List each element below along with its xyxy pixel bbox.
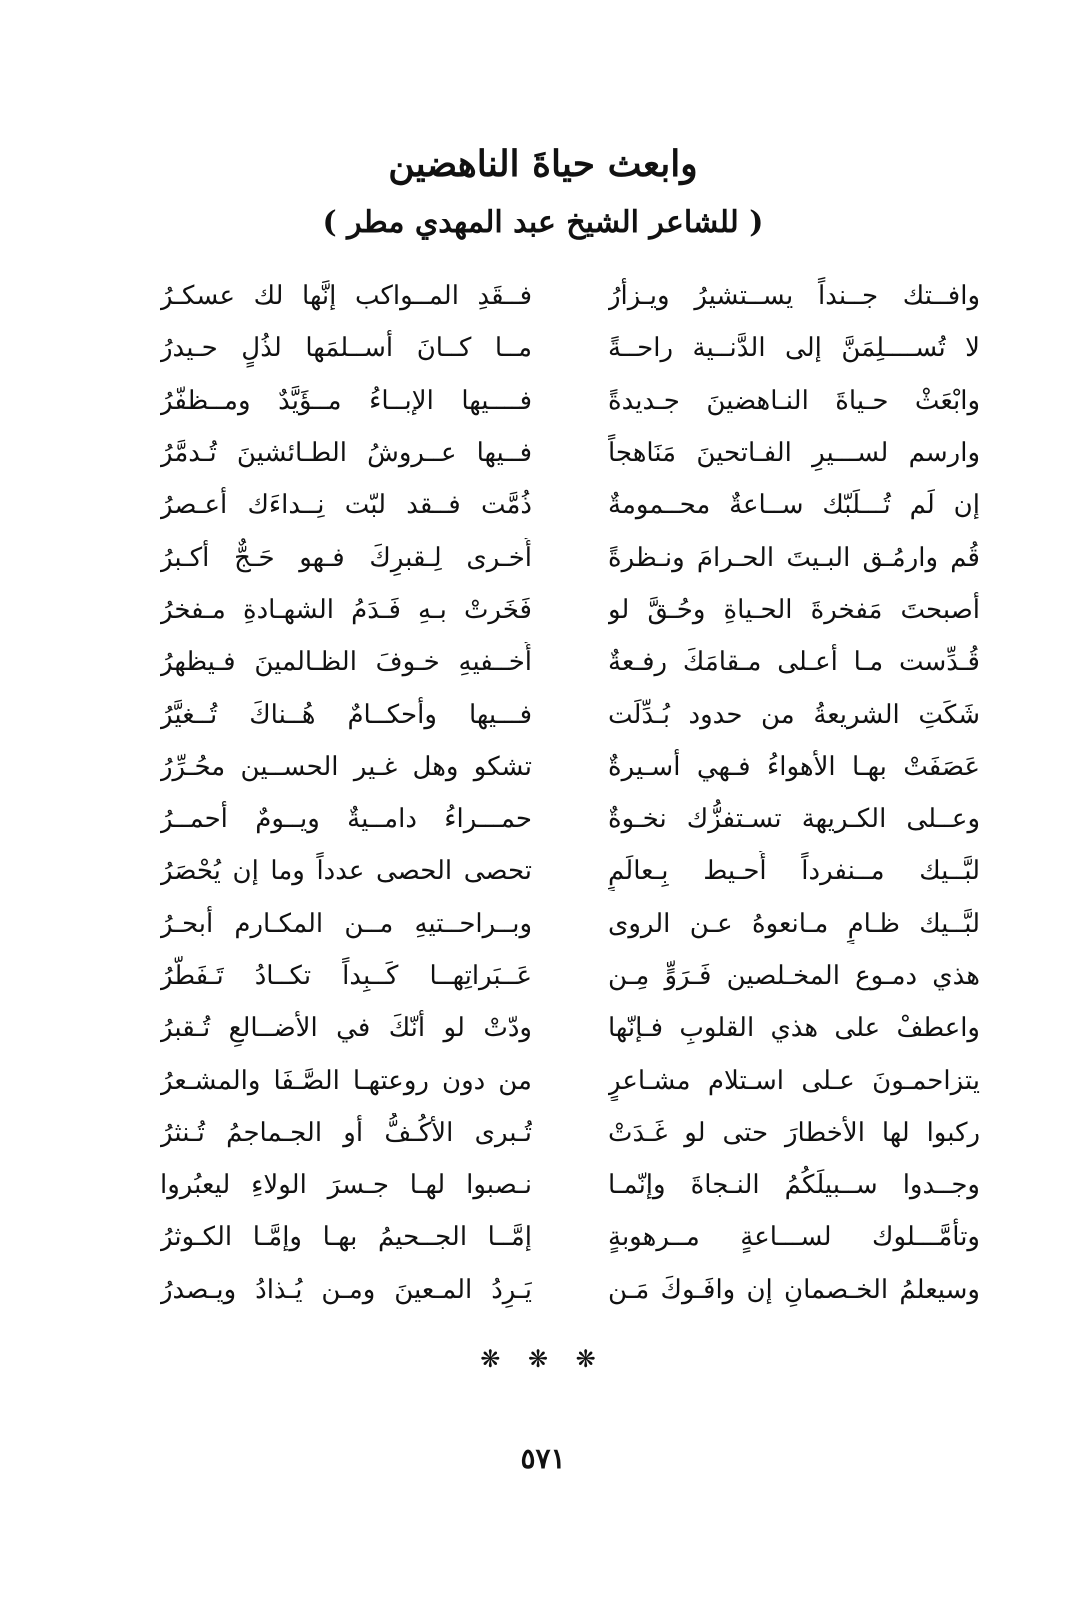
first-hemistich: وسيعلمُ الخـصمانِ إن وافَـوكَ مَـن xyxy=(608,1274,980,1305)
verse-line xyxy=(160,322,980,374)
second-hemistich: تحصى الحصى عدداً وما إن يُحْصَرُ xyxy=(160,856,532,887)
first-hemistich: أصبحتَ مَفخرةَ الحـياةِ وحُـقَّ لو xyxy=(608,594,980,625)
verse-line xyxy=(160,427,980,479)
first-hemistich: قُـدِّست مـا أعـلى مـقامَكَ رفـعةٌ xyxy=(608,647,980,678)
verse-line xyxy=(160,479,980,531)
first-hemistich: وارسم لســـيرِ الفـاتحينَ مَنَاهجاً xyxy=(608,438,980,469)
first-hemistich: قُم وارمُـق البـيتَ الحـرامَ ونـظرةً xyxy=(608,542,980,573)
first-hemistich: لبَّــيك ظـامٍ مـانعوهُ عـن الروى xyxy=(608,908,980,939)
first-hemistich: وتأمَّـــلوك لســـاعةٍ مــرهوبةٍ xyxy=(608,1222,980,1253)
first-hemistich: لبَّــيك مــنفرداً أُحـيط بِـعالَمٍ xyxy=(608,856,980,887)
first-hemistich: يتزاحمـونَ عـلى اسـتلام مشـاعرٍ xyxy=(608,1065,980,1096)
first-hemistich: وعــلى الكـريهة تسـتفزُّك نخـوةٌ xyxy=(608,804,980,835)
verse-line xyxy=(160,270,980,322)
first-hemistich: إن لَم تُـــلَبّك ســاعةٌ محــمومةٌ xyxy=(608,490,980,521)
verse-line xyxy=(160,688,980,740)
second-hemistich: إمَّــا الجــحيمُ بهـا وإمَّـا الكـوثرُ xyxy=(160,1222,532,1253)
verse-line xyxy=(160,636,980,688)
section-separator: ❋ ❋ ❋ xyxy=(480,1345,606,1373)
second-hemistich: فــــيها الإبــاءُ مــؤَيَّدٌ ومــظفّرُ xyxy=(160,385,532,416)
second-hemistich: تشكو وهل غـير الحســين محُـرِّرُ xyxy=(160,751,532,782)
verse-line xyxy=(160,1002,980,1054)
second-hemistich: ودّتْ لو أنّكَ في الأضــالعِ تُـقبرُ xyxy=(160,1013,532,1044)
verse-line xyxy=(160,845,980,897)
verse-line xyxy=(160,584,980,636)
verse-line xyxy=(160,1054,980,1106)
first-hemistich: واعطفْ على هذي القلوبِ فـإنّها xyxy=(608,1013,980,1044)
first-hemistich: لا تُســــلِمَنَّ إلى الدَّنــية راحــةً xyxy=(608,333,980,364)
poem-author: ( للشاعر الشيخ عبد المهدي مطر ) xyxy=(322,205,764,240)
second-hemistich: فــقَدِ المــواكب إنَّها لك عسكـرُ xyxy=(160,281,532,312)
poem-title: وابعث حياةَ الناهضين xyxy=(388,143,698,185)
second-hemistich: يَـرِدُ المـعينَ ومـن يُـذادُ ويـصدرُ xyxy=(160,1274,532,1305)
verse-line xyxy=(160,950,980,1002)
second-hemistich: ذُمَّت فــقد لبّت نِــداءَك أعـصرُ xyxy=(160,490,532,521)
verse-line xyxy=(160,1159,980,1211)
second-hemistich: وبــراحــتيهِ مــن المكـارم أبحـرُ xyxy=(160,908,532,939)
verse-line xyxy=(160,1107,980,1159)
second-hemistich: أُخـرى لِـقبرِكَ فـهو حَـجٌّ أكـبرُ xyxy=(160,542,532,573)
page-number: ٥٧١ xyxy=(520,1442,566,1475)
first-hemistich: ركبوا لها الأخطارَ حتى لو غَـدَتْ xyxy=(608,1117,980,1148)
first-hemistich: هذي دمـوع المخـلصين فَـرَوٍّ مِـن xyxy=(608,961,980,991)
second-hemistich: حمـــراءُ دامــيةٌ ويــومٌ أحمــرُ xyxy=(160,804,532,835)
first-hemistich: عَصَفَتْ بهـا الأهواءُ فـهي أسـيرةٌ xyxy=(608,751,980,782)
first-hemistich: وافــتك جــنداً يســتشيرُ ويـزأرُ xyxy=(608,281,980,312)
verse-line xyxy=(160,898,980,950)
verse-line xyxy=(160,1211,980,1263)
verse-line xyxy=(160,793,980,845)
second-hemistich: مــا كــانَ أســلمَها لذُلٍ حـيدرُ xyxy=(160,333,532,364)
poem-body xyxy=(160,270,980,1316)
second-hemistich: تُـبرى الأكُـفُّ أو الجـماجمُ تُـنثرُ xyxy=(160,1117,532,1148)
second-hemistich: فـــيها وأحكــامٌ هُــناكَ تُــغيَّرُ xyxy=(160,699,532,730)
first-hemistich: شَكَتِ الشريعةُ من حدود بُـدِّلَت xyxy=(608,699,980,730)
verse-line xyxy=(160,741,980,793)
second-hemistich: فــيها عــروشُ الطـائشينَ تُـدمَّرُ xyxy=(160,438,532,469)
second-hemistich: نـصبوا لهـا جـسرَ الولاءِ ليعبُروا xyxy=(160,1170,532,1201)
second-hemistich: من دون روعتهـا الصَّـفَا والمشـعرُ xyxy=(160,1065,532,1096)
first-hemistich: وجــدوا ســبيلَكُمُ النـجاةَ وإنّمـا xyxy=(608,1170,980,1201)
verse-line xyxy=(160,531,980,583)
verse-line xyxy=(160,375,980,427)
second-hemistich: أُخــفيهِ خـوفَ الظـالمينَ فـيظهرُ xyxy=(160,647,532,678)
verse-line xyxy=(160,1264,980,1316)
second-hemistich: عَــبَراتِهــا كَــبِداً تكــادُ تَـفَطَّرُ xyxy=(160,961,532,991)
second-hemistich: فَخَرتْ بـهِ فَـدَمُ الشهـادةِ مـفخرُ xyxy=(160,594,532,625)
first-hemistich: وابْعَثْ حـياةَ النـاهضينَ جـديدةً xyxy=(608,385,980,416)
